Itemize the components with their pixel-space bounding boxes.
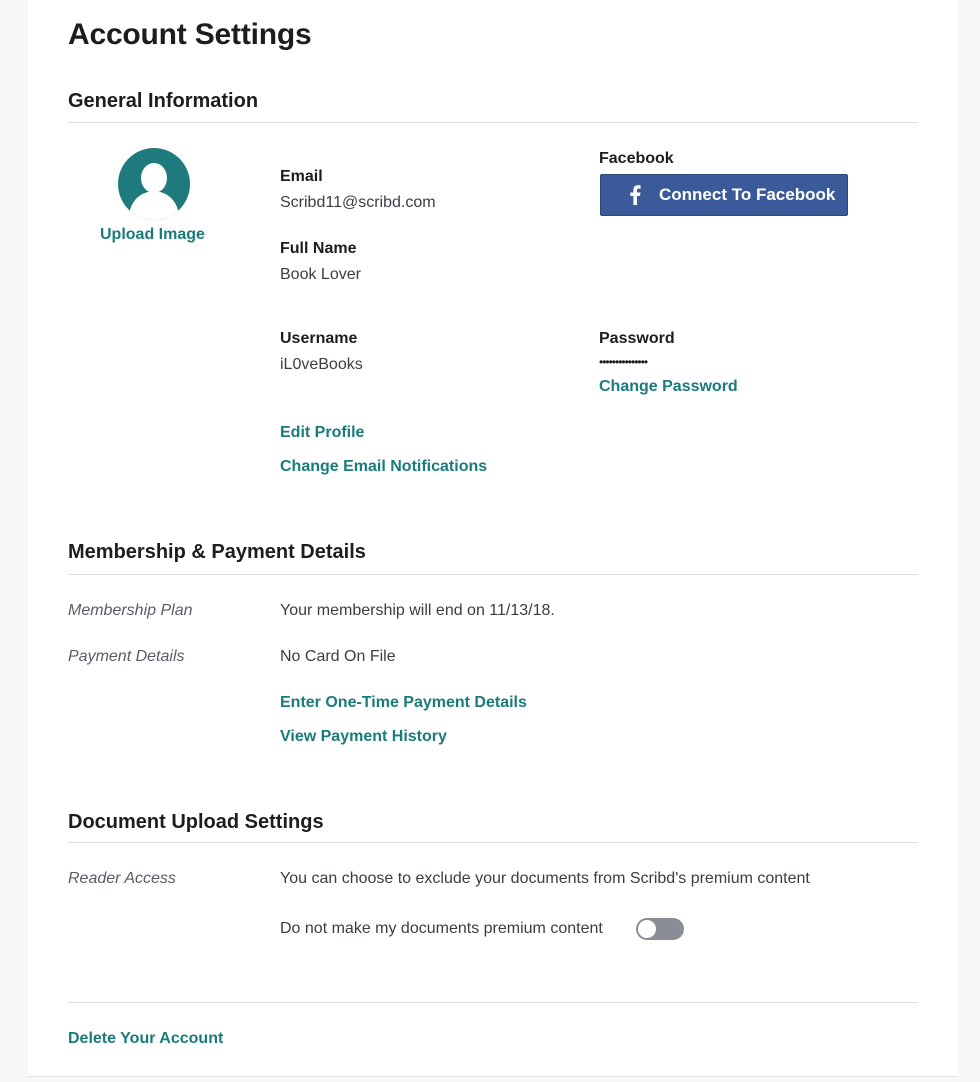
email-value: Scribd11@scribd.com	[280, 194, 436, 211]
password-label: Password	[599, 330, 675, 347]
reader-access-description: You can choose to exclude your documents from Scribd's premium content	[280, 870, 810, 887]
password-value: •••••••••••••••	[599, 355, 648, 369]
page-title: Account Settings	[68, 18, 312, 51]
general-information-heading: General Information	[68, 90, 259, 112]
user-silhouette-icon	[118, 148, 190, 220]
edit-profile-link[interactable]: Edit Profile	[280, 424, 365, 441]
section-divider	[68, 122, 918, 123]
username-label: Username	[280, 330, 358, 347]
membership-plan-label: Membership Plan	[68, 602, 193, 619]
view-payment-history-link[interactable]: View Payment History	[280, 728, 447, 745]
change-email-notifications-link[interactable]: Change Email Notifications	[280, 458, 488, 475]
section-divider	[68, 574, 918, 575]
change-password-link[interactable]: Change Password	[599, 378, 738, 395]
delete-account-link[interactable]: Delete Your Account	[68, 1030, 224, 1047]
document-upload-heading: Document Upload Settings	[68, 811, 324, 833]
connect-facebook-button[interactable]	[600, 174, 848, 216]
upload-image-link[interactable]: Upload Image	[100, 226, 205, 243]
email-label: Email	[280, 168, 323, 185]
facebook-label: Facebook	[599, 150, 674, 167]
connect-facebook-label: Connect To Facebook	[659, 185, 836, 204]
membership-plan-value: Your membership will end on 11/13/18.	[280, 602, 555, 619]
payment-details-label: Payment Details	[68, 648, 185, 665]
reader-access-label: Reader Access	[68, 870, 176, 887]
membership-payment-heading: Membership & Payment Details	[68, 541, 366, 563]
username-value: iL0veBooks	[280, 356, 363, 373]
settings-panel	[28, 0, 958, 1077]
full-name-value: Book Lover	[280, 266, 361, 283]
avatar[interactable]	[118, 148, 190, 220]
toggle-knob	[638, 920, 656, 938]
payment-details-value: No Card On File	[280, 648, 396, 665]
enter-payment-details-link[interactable]: Enter One-Time Payment Details	[280, 694, 527, 711]
premium-content-toggle[interactable]	[636, 918, 684, 940]
section-divider	[68, 842, 918, 843]
premium-toggle-label: Do not make my documents premium content	[280, 920, 603, 937]
footer-divider	[68, 1002, 918, 1003]
full-name-label: Full Name	[280, 240, 357, 257]
facebook-f-icon	[629, 185, 643, 205]
